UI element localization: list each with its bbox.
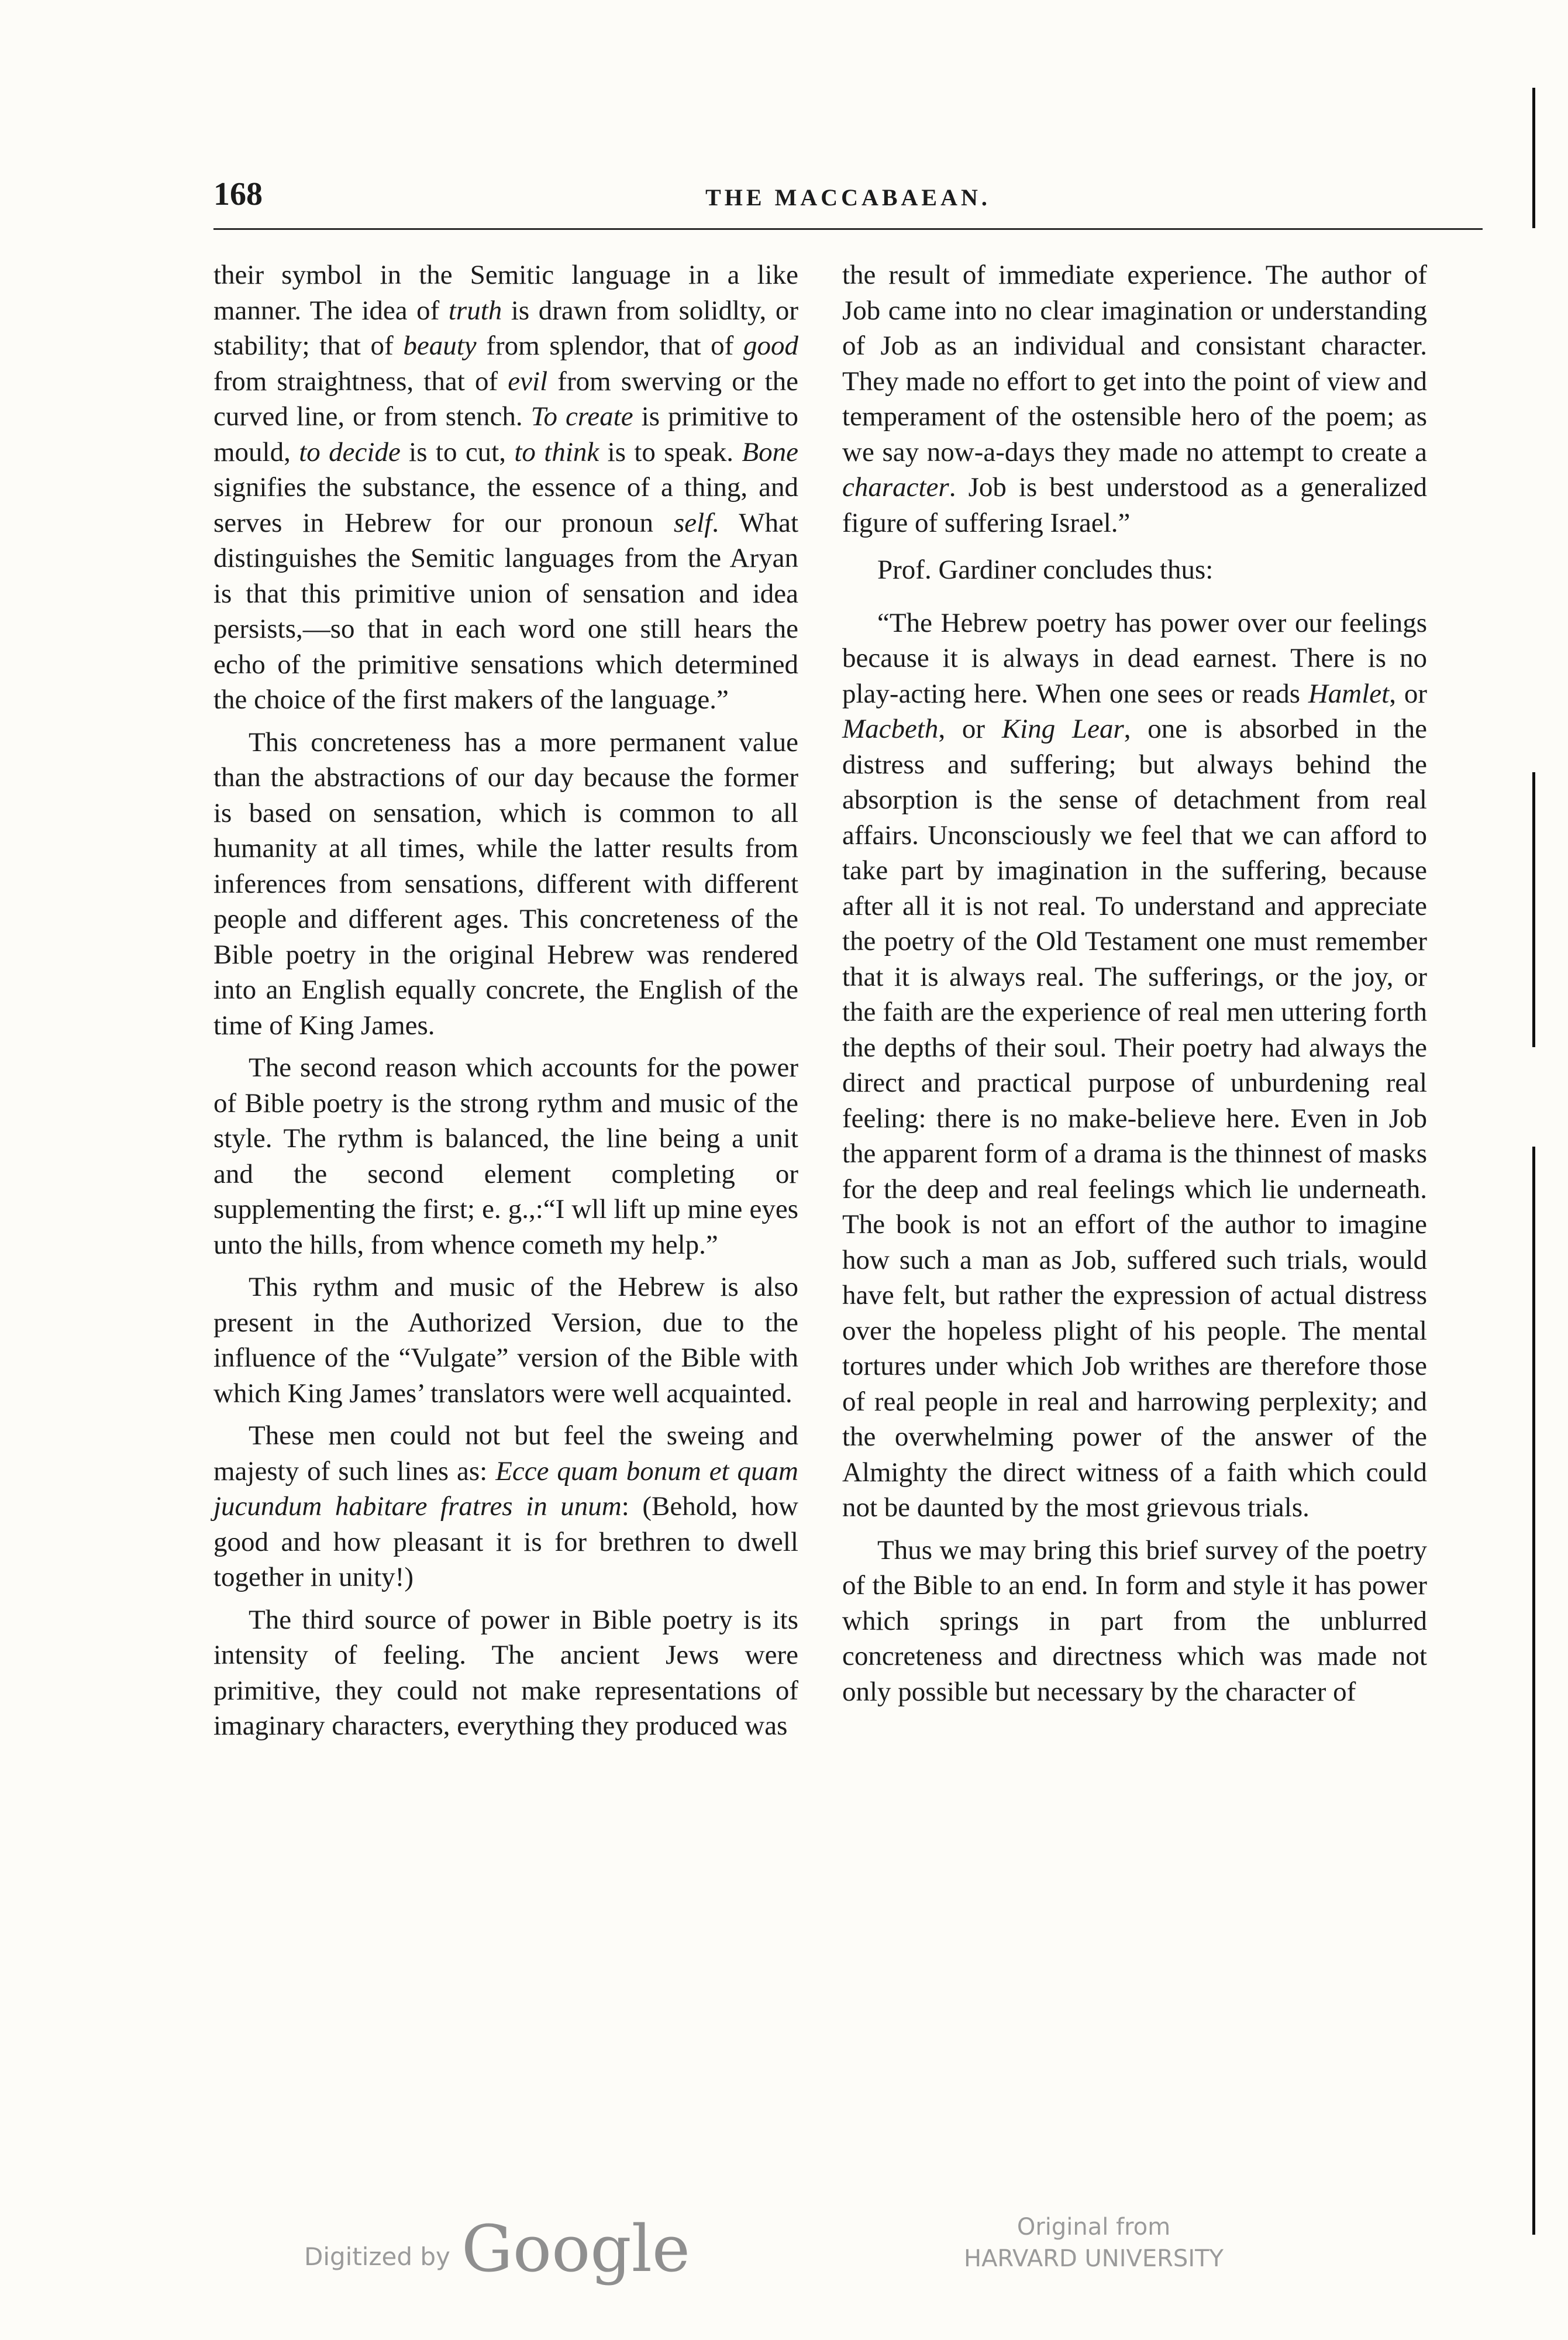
italic-term: to decide: [299, 436, 401, 467]
text-run: , or: [938, 714, 1002, 744]
text-run: from straightness, that of: [213, 366, 508, 397]
paragraph: [213, 1269, 798, 1411]
running-title: THE MACCABAEAN.: [705, 184, 991, 211]
text-run: Thus we may bring this brief survey of the poetry of the Bible to an end. In form and style it has power which springs in part from the unblurred concreteness and directness which was made not only possible but necessary by the character of: [842, 1534, 1427, 1707]
text-run: . Job is best understood as a generalized figure of suffering Israel.”: [842, 472, 1427, 538]
page-number: 168: [213, 176, 263, 212]
scan-margin-line: [1532, 88, 1535, 228]
text-run: is primitive to mould,: [213, 401, 799, 467]
text-run: , or: [1389, 678, 1427, 709]
text-run: signifies the substance, the essence of a thing, and serves in Hebrew for our pronoun: [213, 472, 798, 538]
text-run: The second reason which accounts for the power of Bible poetry is the strong rythm and music of the style. The rythm is balanced, the line being a unit and the second element completing or supplementing the first; e. g.,:“I wll lift up mine eyes unto the hills, from whence cometh my help.”: [213, 1052, 798, 1260]
text-run: the result of immediate experience. The author of Job came into no clear imagination or understanding of Job as an individual and consistant character. They made no effort to get into the point of view and temperament of the ostensible hero of the poem; as we say now-a-days they made no attempt to create a: [842, 260, 1427, 467]
text-run: their symbol in the Semitic language in a like manner. The idea of: [213, 260, 798, 326]
italic-term: To create: [530, 401, 633, 432]
paragraph: [213, 725, 798, 1044]
text-run: : (Behold, how good and how pleasant it is for brethren to dwell together in unity!): [213, 1491, 798, 1592]
text-run: Prof. Gardiner concludes thus:: [877, 555, 1214, 585]
text-run: is to speak.: [599, 436, 742, 467]
play-title: King Lear: [1001, 714, 1124, 744]
text-run: “The Hebrew poetry has power over our feelings because it is always in dead earnest. There is no play-acting here. When one sees or reads: [842, 607, 1427, 709]
text-run: from splendor, that of: [476, 331, 743, 361]
google-logo: Google: [461, 2211, 690, 2286]
text-run: , one is absorbed in the distress and suffering; but always behind the absorption is the sense of detachment from real affairs. Unconsciously we feel that we can afford to take part by imagination in the suffering, because after all it is not real. To understand and appreciate the poetry of the Old Testament one must remember that it is always real. The sufferings, or the joy, or the faith are the experience of real men uttering forth the depths of their soul. Their poetry had always the direct and practical purpose of unburdening real feeling: there is no make-believe here. Even in Job the apparent form of a drama is the thinnest of masks for the deep and real feelings which lie underneath. The book is not an effort of the author to imagine how such a man as Job, suffered such trials, would have felt, but rather the expression of actual distress over the hopeless plight of his people. The mental tortures under which Job writhes are therefore those of real people in real and harrowing perplexity; and the overwhelming power of the answer of the Almighty the direct witness of a faith which could not be daunted by the most grievous trials.: [842, 714, 1428, 1523]
scan-margin-line: [1532, 772, 1535, 1047]
page-header: [213, 176, 1483, 230]
italic-term: good: [743, 331, 798, 361]
text-run: is to cut,: [400, 436, 515, 467]
paragraph: [213, 257, 798, 718]
left-column: [213, 257, 798, 1751]
digitized-credit: [304, 2211, 690, 2286]
original-source-credit: [918, 2211, 1269, 2274]
text-run: These men could not but feel the sweing and majesty of such lines as:: [213, 1420, 798, 1486]
digitized-by-label: Digitized by: [304, 2242, 450, 2271]
scan-margin-line: [1532, 1147, 1535, 2235]
italic-term: Bone: [742, 436, 798, 467]
paragraph: [213, 1050, 798, 1262]
text-run: This rythm and music of the Hebrew is also present in the Authorized Version, due to the influence of the “Vulgate” version of the Bible with which King James’ translators were well acquainted.: [213, 1272, 798, 1409]
italic-term: truth: [448, 295, 502, 326]
italic-term: to think: [514, 436, 599, 467]
text-run: The third source of power in Bible poetry is its intensity of feeling. The ancient Jews were primitive, they could not make representations of imaginary characters, everything they produced was: [213, 1604, 798, 1741]
right-column: [842, 257, 1427, 1716]
text-run: is drawn from solidlty, or stability; that of: [213, 295, 798, 361]
original-from-label: Original from: [1016, 2214, 1171, 2241]
paragraph: [842, 605, 1427, 1526]
latin-quote: Ecce quam bonum et quam jucundum habitare fratres in unum: [213, 1455, 798, 1522]
institution-name: HARVARD UNIVERSITY: [963, 2245, 1224, 2272]
paragraph: [842, 1533, 1427, 1710]
paragraph: [213, 1418, 798, 1595]
text-run: from swerving or the curved line, or from stench.: [213, 366, 798, 432]
text-run: . What distinguishes the Semitic languages from the Aryan is that this primitive union of sensation and idea persists,—so that in each word one still hears the echo of the primitive sensations which determined the choice of the first makers of the language.”: [213, 507, 798, 715]
play-title: Hamlet: [1308, 678, 1390, 709]
play-title: Macbeth: [842, 714, 939, 744]
italic-term: self: [674, 507, 712, 538]
paragraph: [842, 552, 1427, 588]
italic-term: beauty: [403, 331, 477, 361]
paragraph: [213, 1602, 798, 1744]
paragraph: [842, 257, 1427, 541]
text-run: This concreteness has a more permanent value than the abstractions of our day because the former is based on sensation, which is common to all humanity at all times, while the latter results from inferences from sensations, different with different people and different ages. This concreteness of the Bible poetry in the original Hebrew was rendered into an English equally concrete, the English of the time of King James.: [213, 727, 798, 1041]
italic-term: evil: [508, 366, 548, 397]
italic-term: character: [842, 472, 949, 503]
